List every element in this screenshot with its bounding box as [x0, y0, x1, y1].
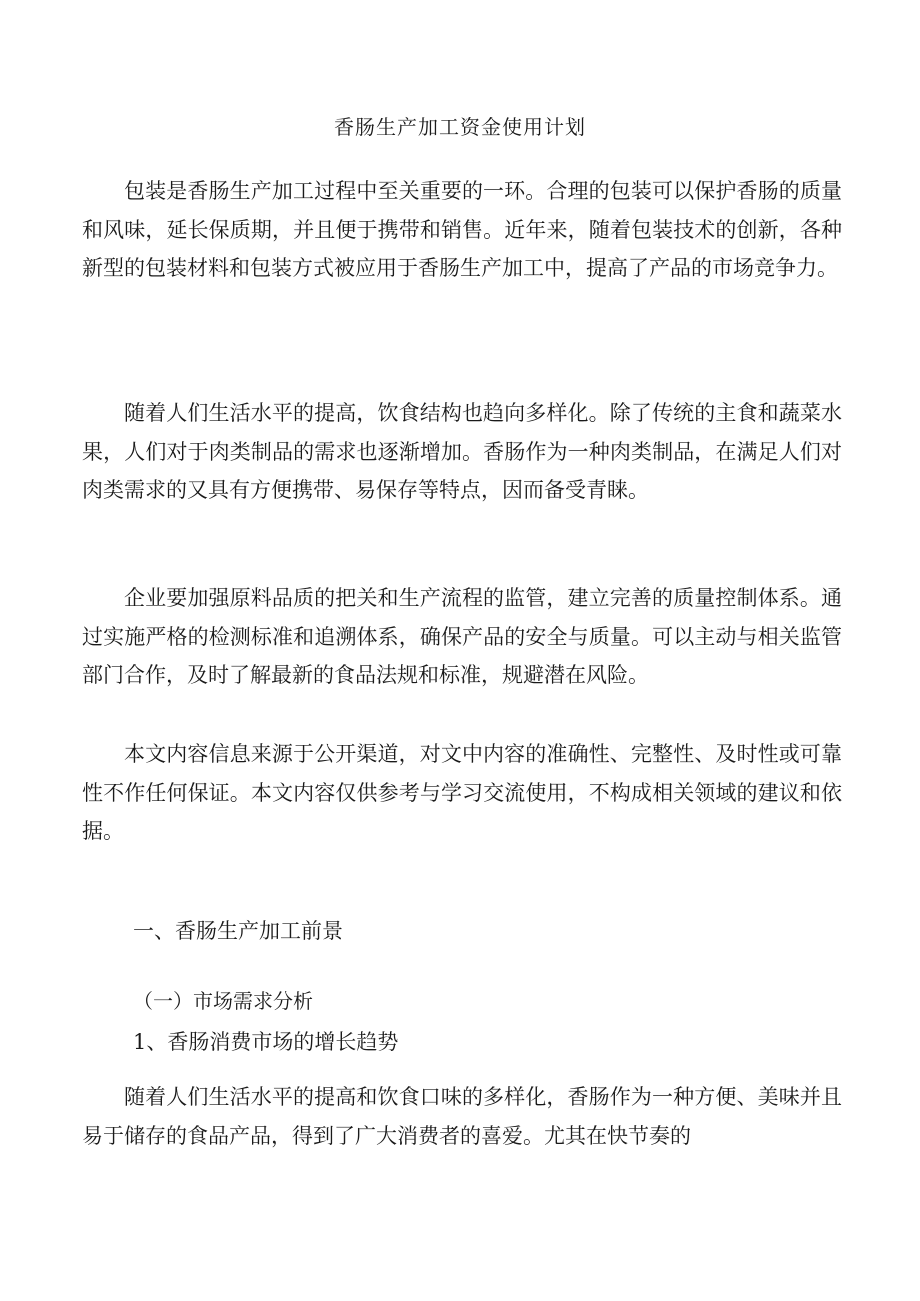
paragraph-quality-control: 企业要加强原料品质的把关和生产流程的监管，建立完善的质量控制体系。通过实施严格的检测标准和追溯体系，确保产品的安全与质量。可以主动与相关监管部门合作，及时了解最新的食品法规和标准，规避潜在风险。 — [82, 586, 842, 687]
section-heading: 一、香肠生产加工前景 — [133, 919, 343, 943]
document-title: 香肠生产加工资金使用计划 — [334, 115, 586, 139]
paragraph-disclaimer: 本文内容信息来源于公开渠道，对文中内容的准确性、完整性、及时性或可靠性不作任何保证。本文内容仅供参考与学习交流使用，不构成相关领域的建议和依据。 — [82, 742, 842, 843]
paragraph-market-growth: 随着人们生活水平的提高和饮食口味的多样化，香肠作为一种方便、美味并且易于储存的食品产品，得到了广大消费者的喜爱。尤其在快节奏的 — [82, 1085, 842, 1148]
paragraph-diet-diversity: 随着人们生活水平的提高，饮食结构也趋向多样化。除了传统的主食和蔬菜水果，人们对于肉类制品的需求也逐渐增加。香肠作为一种肉类制品，在满足人们对肉类需求的又具有方便携带、易保存等特点，因而备受青睐。 — [82, 401, 842, 502]
item-heading: 1、香肠消费市场的增长趋势 — [133, 1030, 399, 1054]
paragraph-packaging: 包装是香肠生产加工过程中至关重要的一环。合理的包装可以保护香肠的质量和风味，延长保质期，并且便于携带和销售。近年来，随着包装技术的创新，各种新型的包装材料和包装方式被应用于香肠生产加工中，提高了产品的市场竞争力。 — [82, 179, 842, 280]
subsection-heading: （一）市场需求分析 — [133, 989, 313, 1013]
